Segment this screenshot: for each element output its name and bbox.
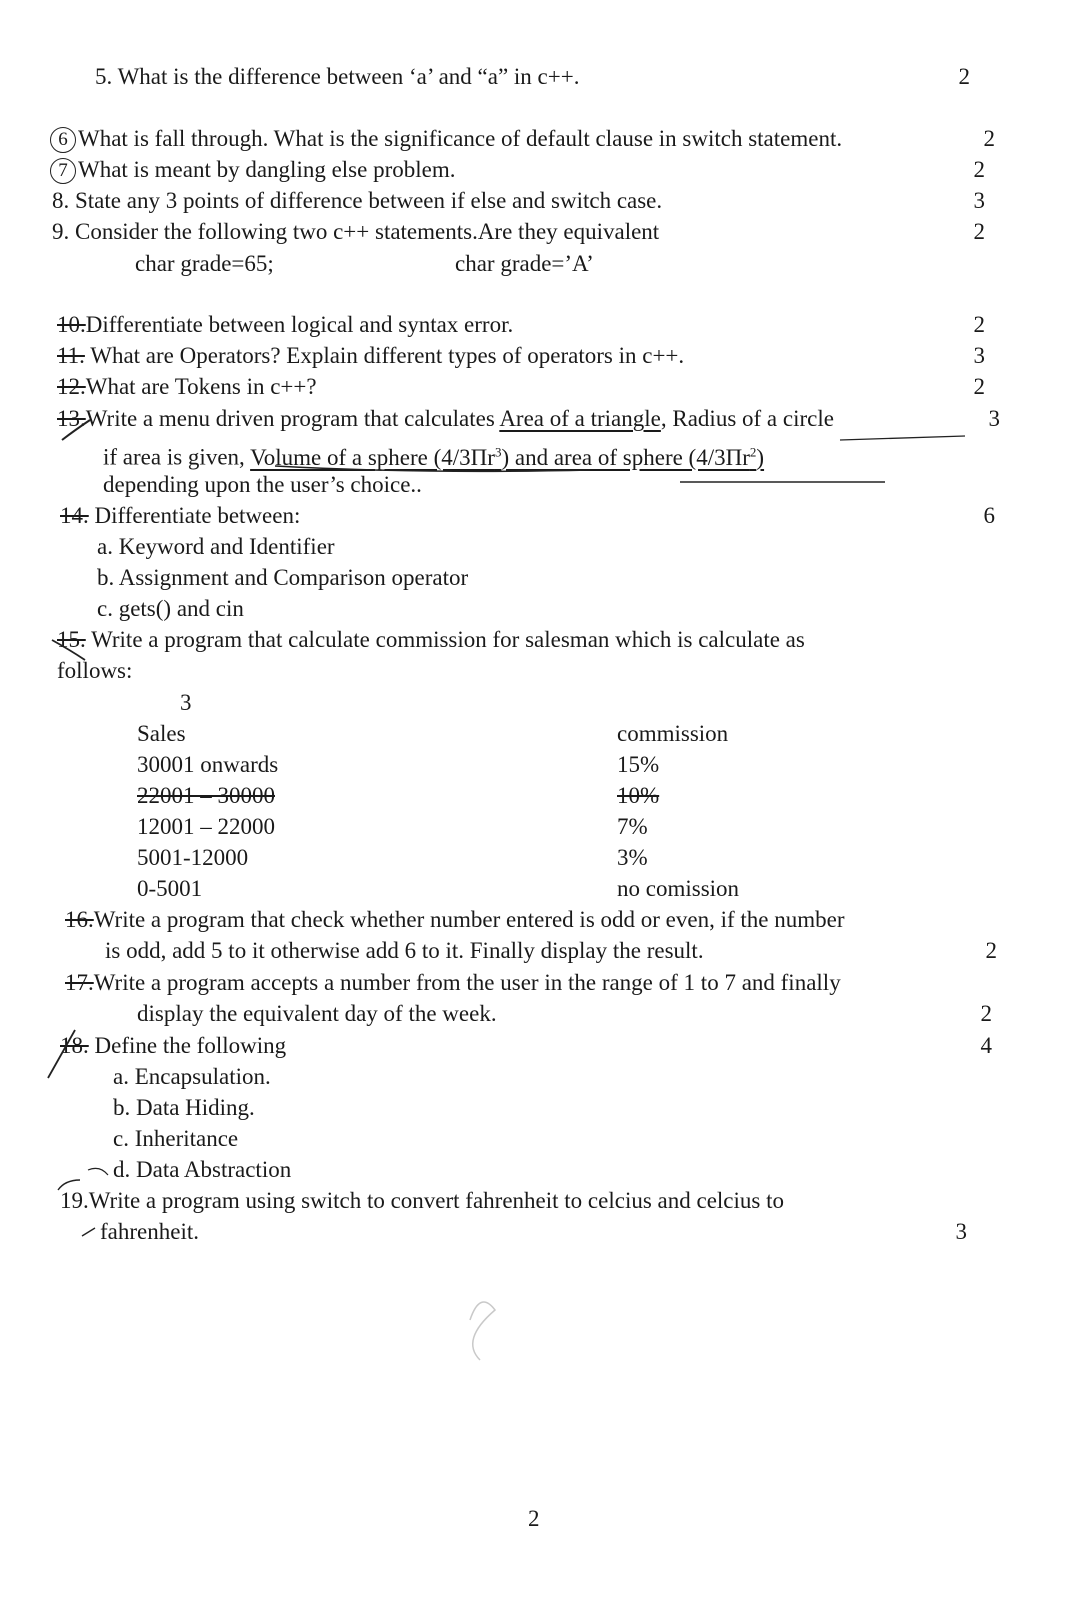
question-6-marks: 2 — [983, 126, 995, 151]
question-18-item: d. Data Abstraction — [113, 1157, 292, 1182]
question-19-number: 19. — [60, 1188, 89, 1213]
question-14-text: Differentiate between: — [94, 503, 301, 528]
question-15-marks: 3 — [180, 690, 192, 715]
question-13-marks: 3 — [988, 406, 1000, 431]
question-5: 5. What is the difference between ‘a’ and “a” in c++. — [95, 64, 580, 89]
question-16-number: 16. — [65, 907, 94, 932]
question-7-marks: 2 — [973, 157, 985, 182]
question-14-item: a. Keyword and Identifier — [97, 534, 335, 559]
commission-table-rate: no comission — [617, 876, 740, 901]
question-13-line-2: if area is given, Volume of a sphere $(4/3\Pi r^3)$ and area of sphere $(4/3\Pi r^2)$ — [103, 444, 765, 470]
page-number: 2 — [528, 1506, 540, 1531]
question-17-marks: 2 — [980, 1001, 992, 1026]
question-6-number: 6 — [50, 127, 76, 153]
question-8: 8. State any 3 points of difference between if else and switch case. — [52, 188, 663, 213]
question-18-marks: 4 — [980, 1033, 992, 1058]
question-13-volume-sphere: Volume of a sphere (4/3Πr — [250, 444, 495, 470]
question-16-text: Write a program that check whether number entered is odd or even, if the number — [93, 907, 845, 932]
commission-table-rate: 7% — [617, 814, 648, 839]
pen-tick-mark — [48, 1030, 75, 1078]
question-14-item: b. Assignment and Comparison operator — [97, 565, 469, 590]
question-10-number: 10. — [57, 312, 86, 337]
commission-table-rate: 10% — [617, 783, 660, 808]
question-13-area-triangle: Area of a triangle — [499, 406, 661, 431]
commission-table-sales: 0-5001 — [137, 876, 203, 901]
pen-bracket-mark — [58, 1180, 80, 1190]
pen-arrow-mark — [88, 1168, 108, 1175]
question-18-item: a. Encapsulation. — [113, 1064, 271, 1089]
commission-table-rate: 3% — [617, 845, 648, 870]
pen-tick-mark — [52, 640, 85, 660]
pen-underline — [840, 436, 965, 440]
question-18-text: Define the following — [94, 1033, 287, 1058]
commission-table-sales: 12001 – 22000 — [137, 814, 275, 839]
pen-tick-mark — [62, 420, 90, 440]
question-19-text: Write a program using switch to convert fahrenheit to celcius and celcius to — [88, 1188, 784, 1213]
commission-table-header-sales: Sales — [137, 721, 186, 746]
question-17-text-2: display the equivalent day of the week. — [137, 1001, 497, 1026]
commission-table-header-commission: commission — [617, 721, 729, 746]
question-16-marks: 2 — [985, 938, 997, 963]
question-12-number: 12. — [57, 374, 86, 399]
pen-tick-mark — [82, 1228, 95, 1236]
question-18-item: b. Data Hiding. — [113, 1095, 255, 1120]
question-11-number: 11. — [57, 343, 85, 368]
question-13-line-3: depending upon the user’s choice.. — [103, 472, 422, 497]
question-17-text: Write a program accepts a number from the user in the range of 1 to 7 and finally — [93, 970, 841, 995]
question-18-item: c. Inheritance — [113, 1126, 239, 1151]
faint-scribble — [470, 1302, 495, 1360]
question-19-marks: 3 — [955, 1219, 967, 1244]
question-15-text-2: follows: — [57, 658, 133, 683]
question-5-marks: 2 — [958, 64, 970, 89]
question-9-statement-a: char grade=65; — [135, 251, 274, 276]
question-11-marks: 3 — [973, 343, 985, 368]
question-13-number: 13. — [57, 406, 86, 431]
question-7-number: 7 — [50, 158, 76, 184]
question-18-number: 18. — [60, 1033, 89, 1058]
question-14-marks: 6 — [983, 503, 995, 528]
question-6-text: What is fall through. What is the significance of default clause in switch statement. — [78, 126, 843, 151]
question-11-text: What are Operators? Explain different types of operators in c++. — [90, 343, 685, 368]
question-9-marks: 2 — [973, 219, 985, 244]
commission-table-rate: 15% — [617, 752, 660, 777]
question-16-text-2: is odd, add 5 to it otherwise add 6 to it. Finally display the result. — [105, 938, 704, 963]
commission-table-sales: 30001 onwards — [137, 752, 279, 777]
question-19-text-2: fahrenheit. — [100, 1219, 199, 1244]
question-15-text: Write a program that calculate commission for salesman which is calculate as — [91, 627, 805, 652]
question-9: 9. Consider the following two c++ statements.Are they equivalent — [52, 219, 660, 244]
question-14-number: 14. — [60, 503, 89, 528]
question-9-statement-b: char grade=’A’ — [455, 251, 594, 276]
question-12-text: What are Tokens in c++? — [85, 374, 317, 399]
question-10-text: Differentiate between logical and syntax error. — [85, 312, 514, 337]
question-15-number: 15. — [57, 627, 86, 652]
commission-table-sales: 22001 – 30000 — [137, 783, 275, 808]
question-12-marks: 2 — [973, 374, 985, 399]
question-7-text: What is meant by dangling else problem. — [78, 157, 456, 182]
question-13: 13.Write a menu driven program that calculates Area of a triangle, Radius of a circle — [57, 406, 834, 431]
pen-underline — [275, 466, 590, 471]
question-10-marks: 2 — [973, 312, 985, 337]
question-8-marks: 3 — [973, 188, 985, 213]
question-17-number: 17. — [65, 970, 94, 995]
question-14-item: c. gets() and cin — [97, 596, 244, 621]
commission-table-sales: 5001-12000 — [137, 845, 249, 870]
